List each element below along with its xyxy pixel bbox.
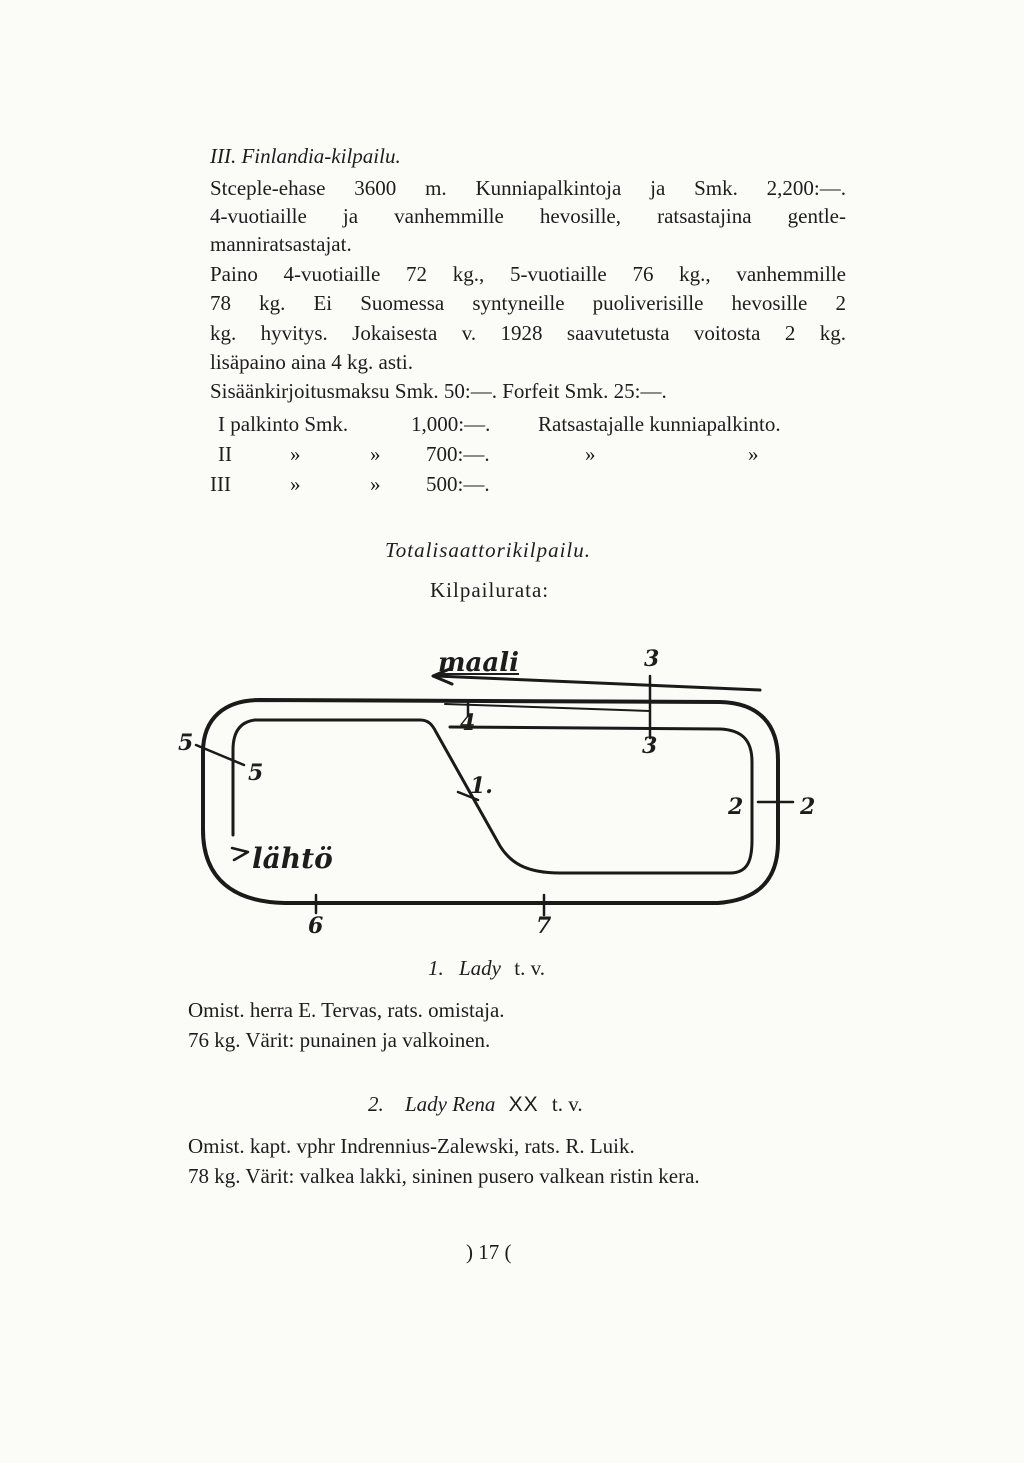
entry-colors: 76 kg. Värit: punainen ja valkoinen. (188, 1028, 491, 1052)
body-line-6: kg. hyvitys. Jokaisesta v. 1928 saavutetusta voitosta 2 kg. (210, 321, 846, 345)
track-marker-5-outer: 5 (178, 730, 194, 756)
prize-place: III (210, 472, 231, 496)
prize-amount: 1,000:—. (411, 412, 491, 436)
entry-owner: Omist. herra E. Tervas, rats. omistaja. (188, 998, 505, 1022)
ditto-mark: » (370, 442, 381, 466)
entry-name: Lady (459, 956, 501, 980)
ditto-mark: » (748, 442, 759, 466)
totalisator-title: Totalisaattorikilpailu. (385, 538, 592, 562)
entry-title (428, 958, 545, 979)
track-marker-2-inner: 2 (728, 794, 744, 820)
body-line-4: Paino 4-vuotiaille 72 kg., 5-vuotiaille 76 kg., vanhemmille (210, 262, 846, 286)
track-marker-3-inner: 3 (642, 733, 658, 759)
page-number: ) 17 ( (466, 1240, 512, 1264)
track-marker-5-inner: 5 (248, 760, 264, 786)
ditto-mark: » (585, 442, 596, 466)
entry-number: 1. (428, 956, 444, 980)
section-heading: III. Finlandia-kilpailu. (210, 144, 401, 168)
ditto-mark: » (290, 442, 301, 466)
prize-place: I palkinto Smk. (218, 412, 349, 436)
body-line-1: Stceple-ehase 3600 m. Kunniapalkintoja ja Smk. 2,200:—. (210, 176, 846, 200)
entry-number: 2. (368, 1092, 384, 1116)
entry-mark: XX (508, 1093, 539, 1116)
prize-amount: 700:—. (426, 442, 490, 466)
entry-title (368, 1094, 583, 1115)
prize-note: Ratsastajalle kunniapalkinto. (538, 412, 781, 436)
track-marker-4: 4 (460, 710, 476, 736)
start-arrow-head (232, 848, 248, 860)
body-line-8: Sisäänkirjoitusmaksu Smk. 50:—. Forfeit Smk. 25:—. (210, 379, 667, 403)
body-line-2: 4-vuotiaille ja vanhemmille hevosille, ratsastajina gentle- (210, 204, 846, 228)
inner-diagonal (445, 704, 650, 711)
track-marker-6: 6 (308, 913, 324, 939)
finish-arrow-line (436, 676, 760, 690)
body-line-7: lisäpaino aina 4 kg. asti. (210, 350, 413, 374)
entry-suffix: t. v. (514, 956, 545, 980)
track-marker-2-outer: 2 (800, 794, 816, 820)
entry-owner: Omist. kapt. vphr Indrennius-Zalewski, rats. R. Luik. (188, 1134, 635, 1158)
entry-name: Lady Rena (405, 1092, 496, 1116)
entry-colors: 78 kg. Värit: valkea lakki, sininen pusero valkean ristin kera. (188, 1164, 700, 1188)
ditto-mark: » (370, 472, 381, 496)
track-title: Kilpailurata: (430, 578, 550, 602)
track-marker-1: 1. (470, 773, 493, 799)
ditto-mark: » (290, 472, 301, 496)
start-label: lähtö (252, 842, 333, 875)
entry-suffix: t. v. (551, 1092, 583, 1116)
body-line-5: 78 kg. Ei Suomessa syntyneille puoliverisille hevosille 2 (210, 291, 846, 315)
prize-place: II (218, 442, 232, 466)
track-marker-7: 7 (536, 913, 552, 939)
finish-label: maali (438, 648, 519, 678)
prize-amount: 500:—. (426, 472, 490, 496)
track-marker-3-top: 3 (644, 646, 660, 672)
body-line-3: manniratsastajat. (210, 232, 352, 256)
